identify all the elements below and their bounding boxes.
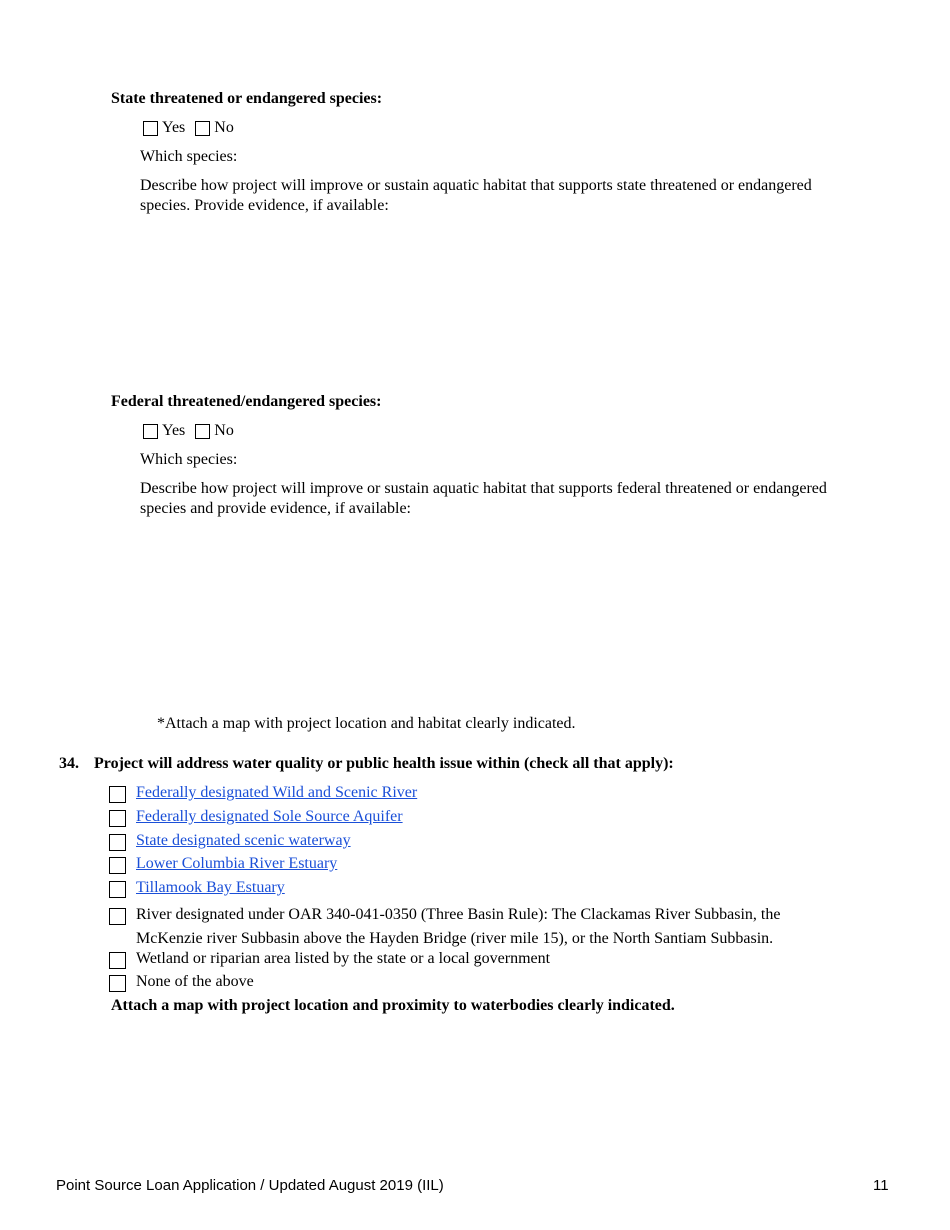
option-none-of-the-above[interactable] — [109, 973, 254, 994]
federal-yes-label: Yes — [162, 422, 186, 439]
state-describe-line2: species. Provide evidence, if available: — [140, 197, 389, 214]
federal-describe-line1: Describe how project will improve or sustain aquatic habitat that supports federal threatened or endangered — [140, 480, 827, 497]
option-checkbox[interactable] — [109, 881, 126, 898]
option-lower-columbia-estuary[interactable] — [109, 855, 337, 876]
federal-which-species-label: Which species: — [140, 451, 238, 468]
state-describe-prompt — [140, 176, 920, 216]
sole-source-aquifer-link[interactable]: Federally designated Sole Source Aquifer — [136, 808, 403, 825]
option-wild-scenic-river[interactable] — [109, 784, 417, 805]
option-tillamook-bay-estuary[interactable] — [109, 879, 285, 900]
federal-describe-prompt — [140, 479, 920, 519]
question-34-number: 34. — [59, 755, 79, 772]
page-number: 11 — [873, 1177, 889, 1194]
option-checkbox[interactable] — [109, 952, 126, 969]
federal-no-label: No — [214, 422, 234, 439]
option-wetland-riparian[interactable] — [109, 950, 550, 971]
state-no-checkbox[interactable] — [195, 121, 210, 136]
map-note: *Attach a map with project location and habitat clearly indicated. — [157, 715, 576, 732]
scenic-waterway-link[interactable]: State designated scenic waterway — [136, 832, 351, 849]
option-checkbox[interactable] — [109, 834, 126, 851]
tillamook-bay-estuary-link[interactable]: Tillamook Bay Estuary — [136, 879, 285, 896]
lower-columbia-estuary-link[interactable]: Lower Columbia River Estuary — [136, 855, 338, 872]
option-three-basin-rule[interactable] — [109, 906, 780, 951]
three-basin-rule-line1: River designated under OAR 340-041-0350 (Three Basin Rule): The Clackamas River Subbasin, the — [136, 906, 781, 923]
question-34-text: Project will address water quality or public health issue within (check all that apply): — [94, 755, 674, 772]
option-checkbox[interactable] — [109, 810, 126, 827]
footer-title: Point Source Loan Application / Updated August 2019 (IIL) — [56, 1177, 444, 1194]
state-no-label: No — [214, 119, 234, 136]
state-species-yes-no — [143, 119, 244, 137]
option-scenic-waterway[interactable] — [109, 832, 351, 853]
option-checkbox[interactable] — [109, 975, 126, 992]
federal-species-heading: Federal threatened/endangered species: — [111, 393, 382, 410]
state-species-heading: State threatened or endangered species: — [111, 90, 383, 107]
state-yes-label: Yes — [162, 119, 186, 136]
federal-species-yes-no — [143, 422, 244, 440]
option-sole-source-aquifer[interactable] — [109, 808, 403, 829]
option-checkbox[interactable] — [109, 908, 126, 925]
state-describe-line1: Describe how project will improve or sustain aquatic habitat that supports state threatened or endangered — [140, 177, 812, 194]
state-which-species-label: Which species: — [140, 148, 238, 165]
federal-describe-line2: species and provide evidence, if available: — [140, 500, 411, 517]
wild-scenic-river-link[interactable]: Federally designated Wild and Scenic River — [136, 784, 418, 801]
three-basin-rule-label — [136, 903, 780, 951]
state-yes-checkbox[interactable] — [143, 121, 158, 136]
attach-map-note: Attach a map with project location and proximity to waterbodies clearly indicated. — [111, 997, 675, 1014]
option-checkbox[interactable] — [109, 857, 126, 874]
federal-no-checkbox[interactable] — [195, 424, 210, 439]
three-basin-rule-line2: McKenzie river Subbasin above the Hayden Bridge (river mile 15), or the North Santiam Subbasin. — [136, 930, 774, 947]
option-checkbox[interactable] — [109, 786, 126, 803]
wetland-riparian-label: Wetland or riparian area listed by the state or a local government — [136, 950, 551, 967]
none-of-the-above-label: None of the above — [136, 973, 254, 990]
federal-yes-checkbox[interactable] — [143, 424, 158, 439]
